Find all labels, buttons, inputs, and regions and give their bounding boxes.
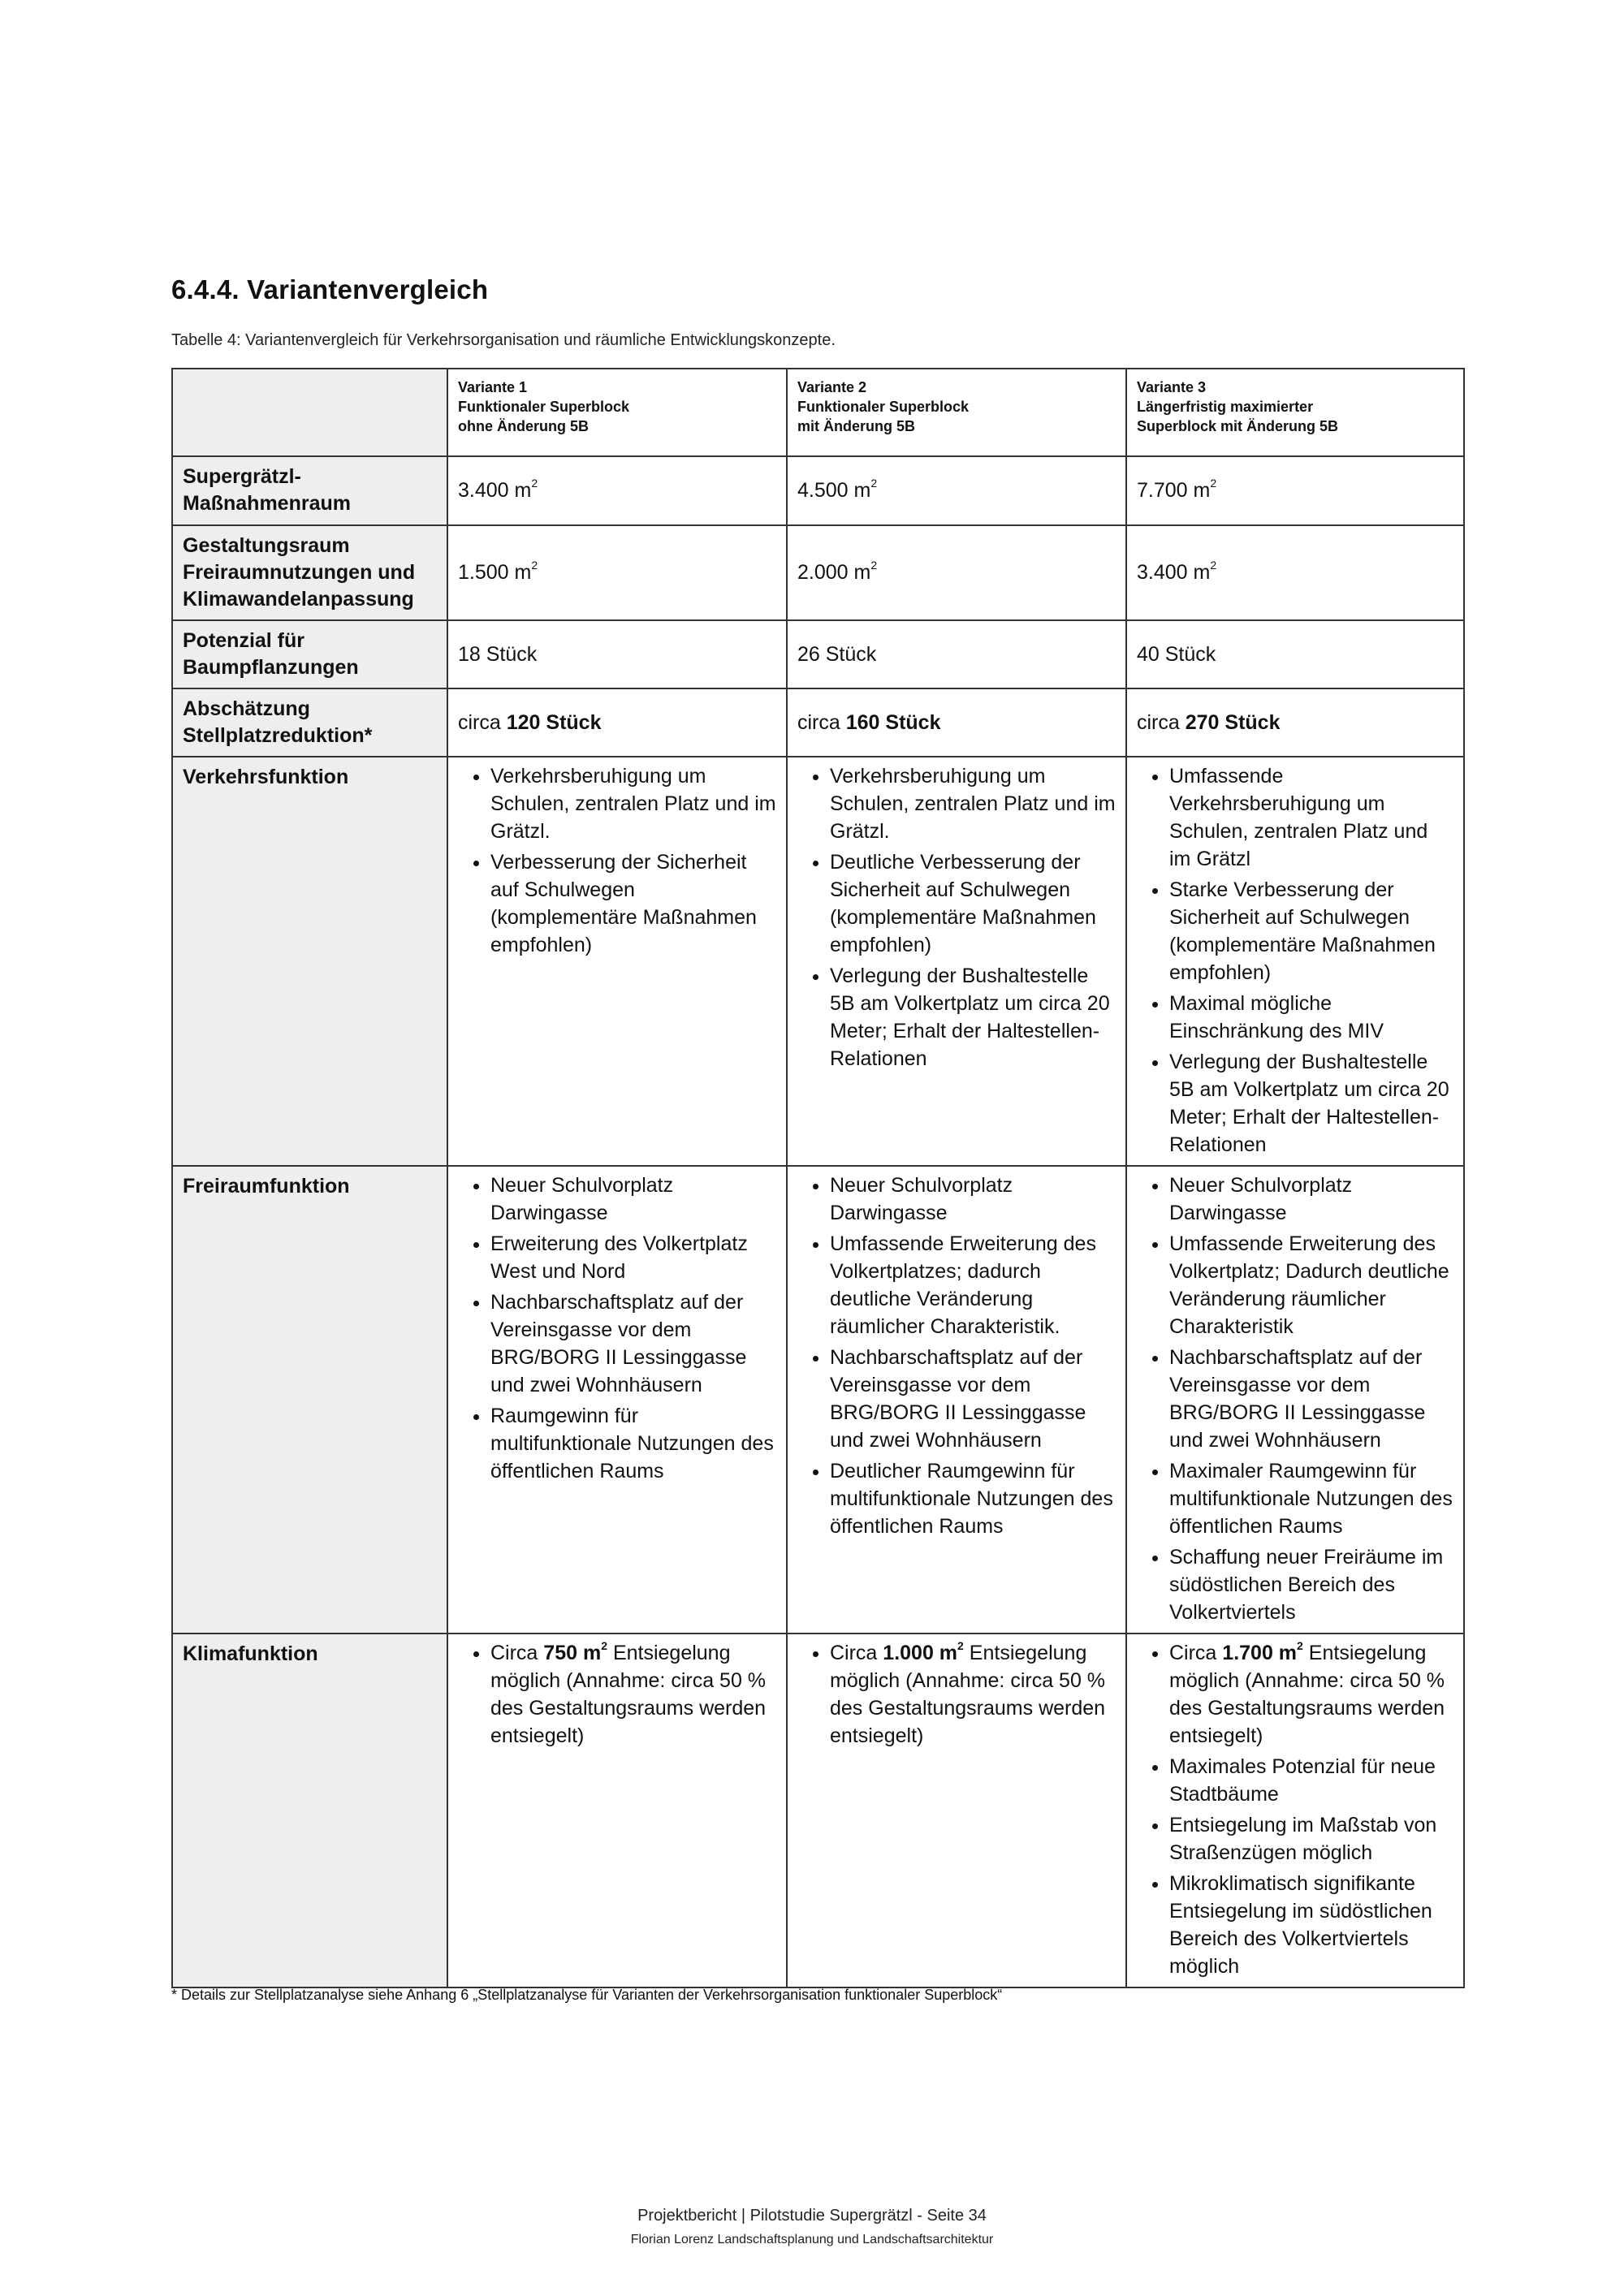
list-item: • Entsiegelung im Maßstab von Straßenzügen möglich bbox=[1169, 1811, 1453, 1867]
cell-value: circa 270 Stück bbox=[1126, 688, 1464, 757]
list-item: • Starke Verbesserung der Sicherheit auf Schulwegen (komplementäre Maßnahmen empfohlen) bbox=[1169, 876, 1453, 986]
cell-value: 40 Stück bbox=[1126, 620, 1464, 688]
list-item: • Raumgewinn für multifunktionale Nutzungen des öffentlichen Raums bbox=[490, 1402, 776, 1485]
list-item: • Maximales Potenzial für neue Stadtbäume bbox=[1169, 1753, 1453, 1808]
list-item: • Verkehrsberuhigung um Schulen, zentralen Platz und im Grätzl. bbox=[490, 762, 776, 845]
list-item: • Nachbarschaftsplatz auf der Vereinsgasse vor dem BRG/BORG II Lessinggasse und zwei Wohnhäusern bbox=[490, 1288, 776, 1399]
list-item: • Erweiterung des Volkertplatz West und Nord bbox=[490, 1230, 776, 1285]
variant-header-2: Variante 2 Funktionaler Superblock mit Änderung 5B bbox=[787, 369, 1126, 456]
list-item: • Neuer Schulvorplatz Darwingasse bbox=[1169, 1172, 1453, 1227]
cell-list bbox=[1126, 1166, 1464, 1634]
list-item: • Deutlicher Raumgewinn für multifunktionale Nutzungen des öffentlichen Raums bbox=[830, 1457, 1116, 1540]
list-item: • Umfassende Erweiterung des Volkertplatzes; dadurch deutliche Veränderung räumlicher Charakteristik. bbox=[830, 1230, 1116, 1340]
list-item: • Umfassende Erweiterung des Volkertplatz; Dadurch deutliche Veränderung räumlicher Charakteristik bbox=[1169, 1230, 1453, 1340]
list-item: • Deutliche Verbesserung der Sicherheit auf Schulwegen (komplementäre Maßnahmen empfohlen) bbox=[830, 848, 1116, 959]
table-row bbox=[172, 1166, 1464, 1634]
variant-header-3: Variante 3 Längerfristig maximierter Superblock mit Änderung 5B bbox=[1126, 369, 1464, 456]
cell-value: 4.500 $m^2$ bbox=[787, 456, 1126, 525]
cell-value: 7.700 $m^2$ bbox=[1126, 456, 1464, 525]
row-label: Abschätzung Stellplatzreduktion* bbox=[172, 688, 447, 757]
list-item: • Circa 1.700 $m^2$ Entsiegelung möglich (Annahme: circa 50 % des Gestaltungsraums werden entsiegelt) bbox=[1169, 1639, 1453, 1750]
table-row bbox=[172, 688, 1464, 757]
list-item: • Verbesserung der Sicherheit auf Schulwegen (komplementäre Maßnahmen empfohlen) bbox=[490, 848, 776, 959]
row-label: Freiraumfunktion bbox=[172, 1166, 447, 1634]
cell-value: 1.500 $m^2$ bbox=[447, 525, 787, 620]
row-label: Supergrätzl-Maßnahmenraum bbox=[172, 456, 447, 525]
cell-list bbox=[447, 1634, 787, 1987]
footnote: * Details zur Stellplatzanalyse siehe Anhang 6 „Stellplatzanalyse für Varianten der Verkehrsorganisation funktionaler Superblock“ bbox=[171, 1987, 1003, 2003]
comparison-table bbox=[171, 368, 1465, 1988]
page-footer-credit: Florian Lorenz Landschaftsplanung und Landschaftsarchitektur bbox=[630, 2233, 994, 2246]
cell-value: 3.400 $m^2$ bbox=[1126, 525, 1464, 620]
cell-list bbox=[1126, 1634, 1464, 1987]
row-label: Potenzial für Baumpflanzungen bbox=[172, 620, 447, 688]
list-item: • Verlegung der Bushaltestelle 5B am Volkertplatz um circa 20 Meter; Erhalt der Haltestellen- Relationen bbox=[830, 962, 1116, 1072]
list-item: • Umfassende Verkehrsberuhigung um Schulen, zentralen Platz und im Grätzl bbox=[1169, 762, 1453, 873]
section-heading: 6.4.4. Variantenvergleich bbox=[171, 274, 489, 304]
cell-list bbox=[787, 757, 1126, 1166]
cell-value: circa 160 Stück bbox=[787, 688, 1126, 757]
cell-list bbox=[447, 1166, 787, 1634]
table-row bbox=[172, 1634, 1464, 1987]
cell-value: 3.400 $m^2$ bbox=[447, 456, 787, 525]
list-item: • Neuer Schulvorplatz Darwingasse bbox=[830, 1172, 1116, 1227]
table-row bbox=[172, 525, 1464, 620]
list-item: • Circa 750 $m^2$ Entsiegelung möglich (Annahme: circa 50 % des Gestaltungsraums werden entsiegelt) bbox=[490, 1639, 776, 1750]
list-item: • Nachbarschaftsplatz auf der Vereinsgasse vor dem BRG/BORG II Lessinggasse und zwei Wohnhäusern bbox=[1169, 1344, 1453, 1454]
list-item: • Maximaler Raumgewinn für multifunktionale Nutzungen des öffentlichen Raums bbox=[1169, 1457, 1453, 1540]
list-item: • Nachbarschaftsplatz auf der Vereinsgasse vor dem BRG/BORG II Lessinggasse und zwei Wohnhäusern bbox=[830, 1344, 1116, 1454]
variant-header-1: Variante 1 Funktionaler Superblock ohne Änderung 5B bbox=[447, 369, 787, 456]
row-label: Gestaltungsraum Freiraumnutzungen und Klimawandelanpassung bbox=[172, 525, 447, 620]
list-item: • Mikroklimatisch signifikante Entsiegelung im südöstlichen Bereich des Volkertviertels möglich bbox=[1169, 1870, 1453, 1980]
cell-list bbox=[787, 1634, 1126, 1987]
header-row bbox=[172, 369, 1464, 456]
table-row bbox=[172, 620, 1464, 688]
table-caption: Tabelle 4: Variantenvergleich für Verkehrsorganisation und räumliche Entwicklungskonzepte. bbox=[171, 331, 836, 349]
page-footer: Projektbericht | Pilotstudie Supergrätzl - Seite 34 bbox=[637, 2207, 987, 2225]
cell-value: 18 Stück bbox=[447, 620, 787, 688]
cell-value: circa 120 Stück bbox=[447, 688, 787, 757]
list-item: • Schaffung neuer Freiräume im südöstlichen Bereich des Volkertviertels bbox=[1169, 1543, 1453, 1626]
list-item: • Neuer Schulvorplatz Darwingasse bbox=[490, 1172, 776, 1227]
cell-list bbox=[1126, 757, 1464, 1166]
cell-value: 26 Stück bbox=[787, 620, 1126, 688]
table-row bbox=[172, 456, 1464, 525]
row-label: Verkehrsfunktion bbox=[172, 757, 447, 1166]
header-corner bbox=[172, 369, 447, 456]
list-item: • Verkehrsberuhigung um Schulen, zentralen Platz und im Grätzl. bbox=[830, 762, 1116, 845]
cell-value: 2.000 $m^2$ bbox=[787, 525, 1126, 620]
row-label: Klimafunktion bbox=[172, 1634, 447, 1987]
list-item: • Maximal mögliche Einschränkung des MIV bbox=[1169, 990, 1453, 1045]
cell-list bbox=[787, 1166, 1126, 1634]
list-item: • Circa 1.000 $m^2$ Entsiegelung möglich (Annahme: circa 50 % des Gestaltungsraums werden entsiegelt) bbox=[830, 1639, 1116, 1750]
list-item: • Verlegung der Bushaltestelle 5B am Volkertplatz um circa 20 Meter; Erhalt der Haltestellen- Relationen bbox=[1169, 1048, 1453, 1159]
table-row bbox=[172, 757, 1464, 1166]
cell-list bbox=[447, 757, 787, 1166]
